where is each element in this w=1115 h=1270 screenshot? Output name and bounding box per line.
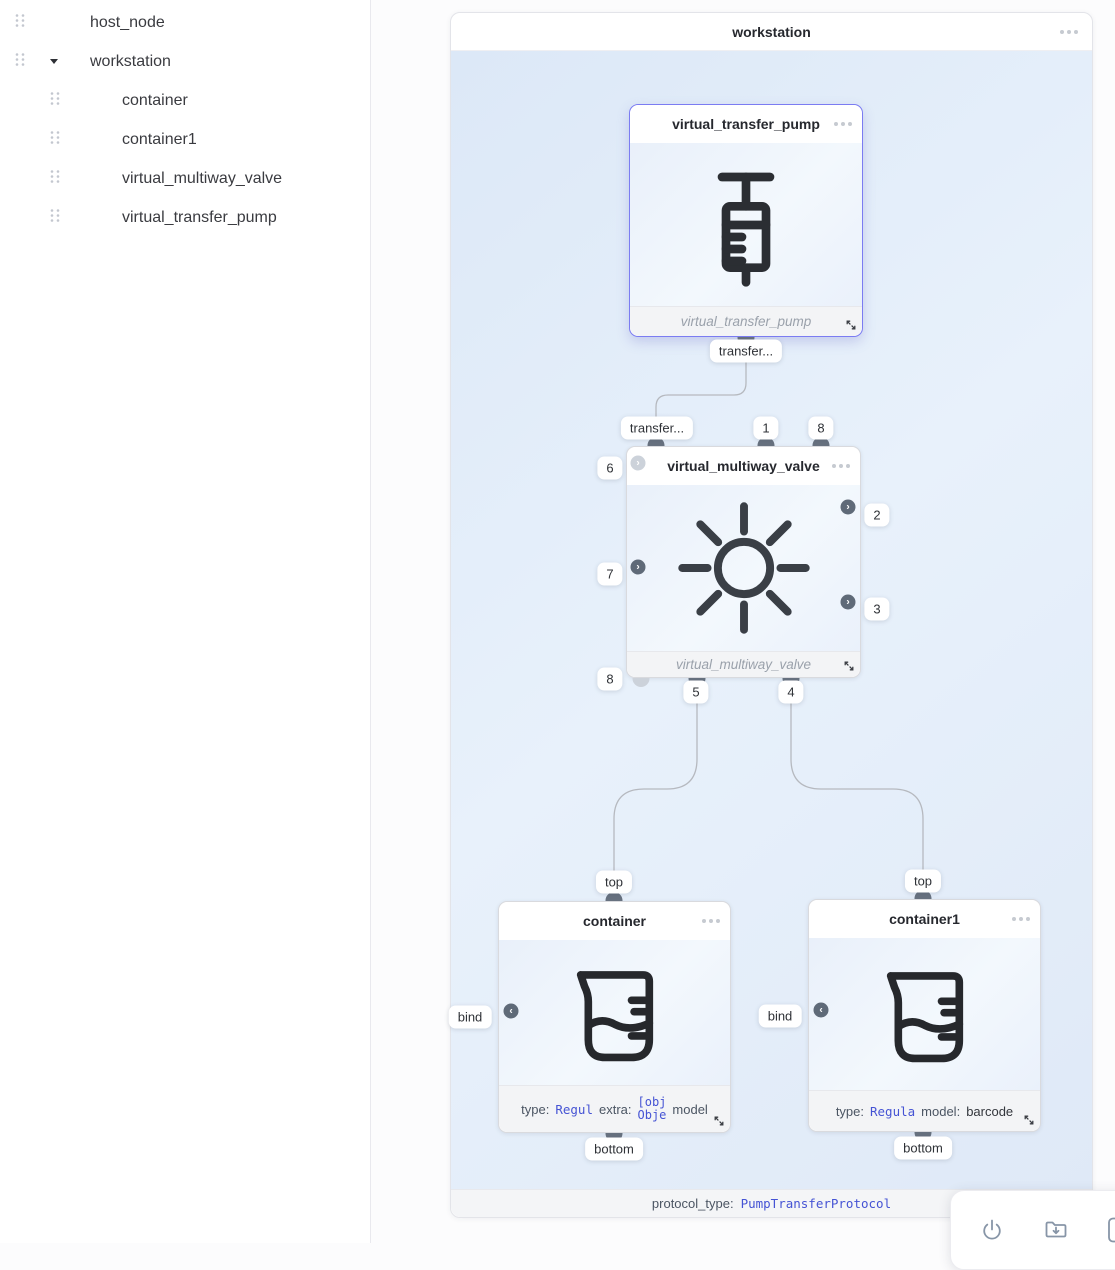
port-label-valve-2: 2 [864,504,889,527]
node-footer [809,1090,1040,1131]
node-header [630,105,862,143]
node-menu-icon[interactable] [832,464,850,468]
port-label-container1-bottom: bottom [894,1137,952,1160]
drag-grip-icon[interactable] [49,168,61,189]
tree-item-label: workstation [90,52,171,70]
node-menu-icon[interactable] [702,919,720,923]
node-body [627,485,860,651]
drag-grip-icon[interactable] [14,51,26,67]
workstation-title: workstation [732,23,811,40]
node-title: container [582,913,646,929]
protocol-type-label: protocol_type: [651,1196,734,1211]
node-container1[interactable] [808,899,1041,1132]
field-model-value: barcode [966,1103,1014,1119]
sidebar-item-workstation[interactable] [0,42,370,81]
port-label-valve-8-left: 8 [597,668,622,691]
node-header [499,902,730,940]
node-title: container1 [889,911,960,927]
power-icon[interactable] [979,1217,1005,1243]
node-footer-name: virtual_multiway_valve [675,657,812,672]
sidebar-item-host_node[interactable] [0,3,370,42]
node-body [499,940,730,1085]
port-handle-container-bind[interactable]: ‹ [504,1004,519,1019]
port-label-container-top: top [596,871,632,894]
node-virtual-multiway-valve[interactable] [626,446,861,678]
port-label-container-bind: bind [449,1006,492,1029]
port-label-valve-6: 6 [597,457,622,480]
drag-grip-icon[interactable] [49,207,61,228]
port-label-container1-top: top [905,870,941,893]
beaker-icon [864,953,986,1075]
drag-grip-icon[interactable] [49,207,61,223]
field-type-label: type: [835,1103,864,1119]
multiway-valve-icon [668,492,820,644]
port-handle-valve-3[interactable]: › [841,595,856,610]
node-footer-name: virtual_transfer_pump [680,314,812,329]
field-type-value: Regul [555,1101,593,1117]
tree-item-label: virtual_multiway_valve [122,169,283,187]
resize-handle-icon[interactable] [712,1114,726,1128]
port-handle-valve-6[interactable]: › [631,456,646,471]
drag-grip-icon[interactable] [49,90,61,106]
tree-item-label: virtual_transfer_pump [122,208,277,226]
node-menu-icon[interactable] [1012,917,1030,921]
port-label-pump-transfer: transfer... [710,340,782,363]
sidebar-item-container1[interactable] [0,120,370,159]
field-model-label: model [672,1101,708,1117]
tree-item-label: container1 [122,130,197,148]
field-extra-label: extra: [598,1101,632,1117]
caret-down-icon[interactable] [50,59,58,64]
folder-download-icon[interactable] [1043,1217,1069,1243]
port-label-valve-transfer: transfer... [621,417,693,440]
resize-handle-icon[interactable] [842,659,856,673]
resize-handle-icon[interactable] [844,318,858,332]
port-handle-container1-bind[interactable]: ‹ [814,1003,829,1018]
port-label-valve-1: 1 [753,417,778,440]
node-footer [630,306,862,336]
field-extra-value: [obj Obje [637,1094,667,1122]
node-virtual-transfer-pump[interactable] [629,104,863,337]
drag-grip-icon[interactable] [49,129,61,150]
tree-item-label: container [122,91,188,109]
node-title: virtual_transfer_pump [672,116,820,132]
sidebar-item-virtual_multiway_valve[interactable] [0,159,370,198]
port-handle-valve-2[interactable]: › [841,500,856,515]
node-menu-icon[interactable] [834,122,852,126]
sidebar-item-container[interactable] [0,81,370,120]
port-label-valve-8-top: 8 [808,417,833,440]
port-label-valve-4: 4 [778,681,803,704]
workstation-panel-header [451,13,1092,51]
component-tree-sidebar [0,0,371,1243]
sidebar-item-virtual_transfer_pump[interactable] [0,198,370,237]
more-options-icon[interactable] [1060,30,1078,34]
workstation-panel [450,12,1093,1218]
node-header [809,900,1040,938]
node-body [630,143,862,306]
field-model-label: model: [921,1103,961,1119]
node-title: virtual_multiway_valve [667,458,820,474]
drag-grip-icon[interactable] [14,51,26,72]
field-type-label: type: [521,1101,550,1117]
protocol-type-value: PumpTransferProtocol [740,1196,892,1211]
beaker-icon [554,952,676,1074]
drag-grip-icon[interactable] [14,12,26,33]
resize-handle-icon[interactable] [1022,1113,1036,1127]
node-container[interactable] [498,901,731,1133]
field-type-value: Regula [870,1103,916,1119]
canvas-action-toolbar [950,1190,1115,1270]
node-body [809,938,1040,1090]
syringe-icon [682,161,810,289]
port-handle-valve-7[interactable]: › [631,560,646,575]
node-footer [499,1085,730,1132]
port-label-container1-bind: bind [759,1005,802,1028]
drag-grip-icon[interactable] [49,129,61,145]
port-label-valve-3: 3 [864,598,889,621]
port-label-valve-5: 5 [683,681,708,704]
tree-item-label: host_node [90,13,165,31]
drag-grip-icon[interactable] [14,12,26,28]
port-label-container-bottom: bottom [585,1138,643,1161]
port-label-valve-7: 7 [597,563,622,586]
node-footer [627,651,860,677]
node-header [627,447,860,485]
document-icon[interactable] [1107,1217,1115,1243]
drag-grip-icon[interactable] [49,90,61,111]
drag-grip-icon[interactable] [49,168,61,184]
